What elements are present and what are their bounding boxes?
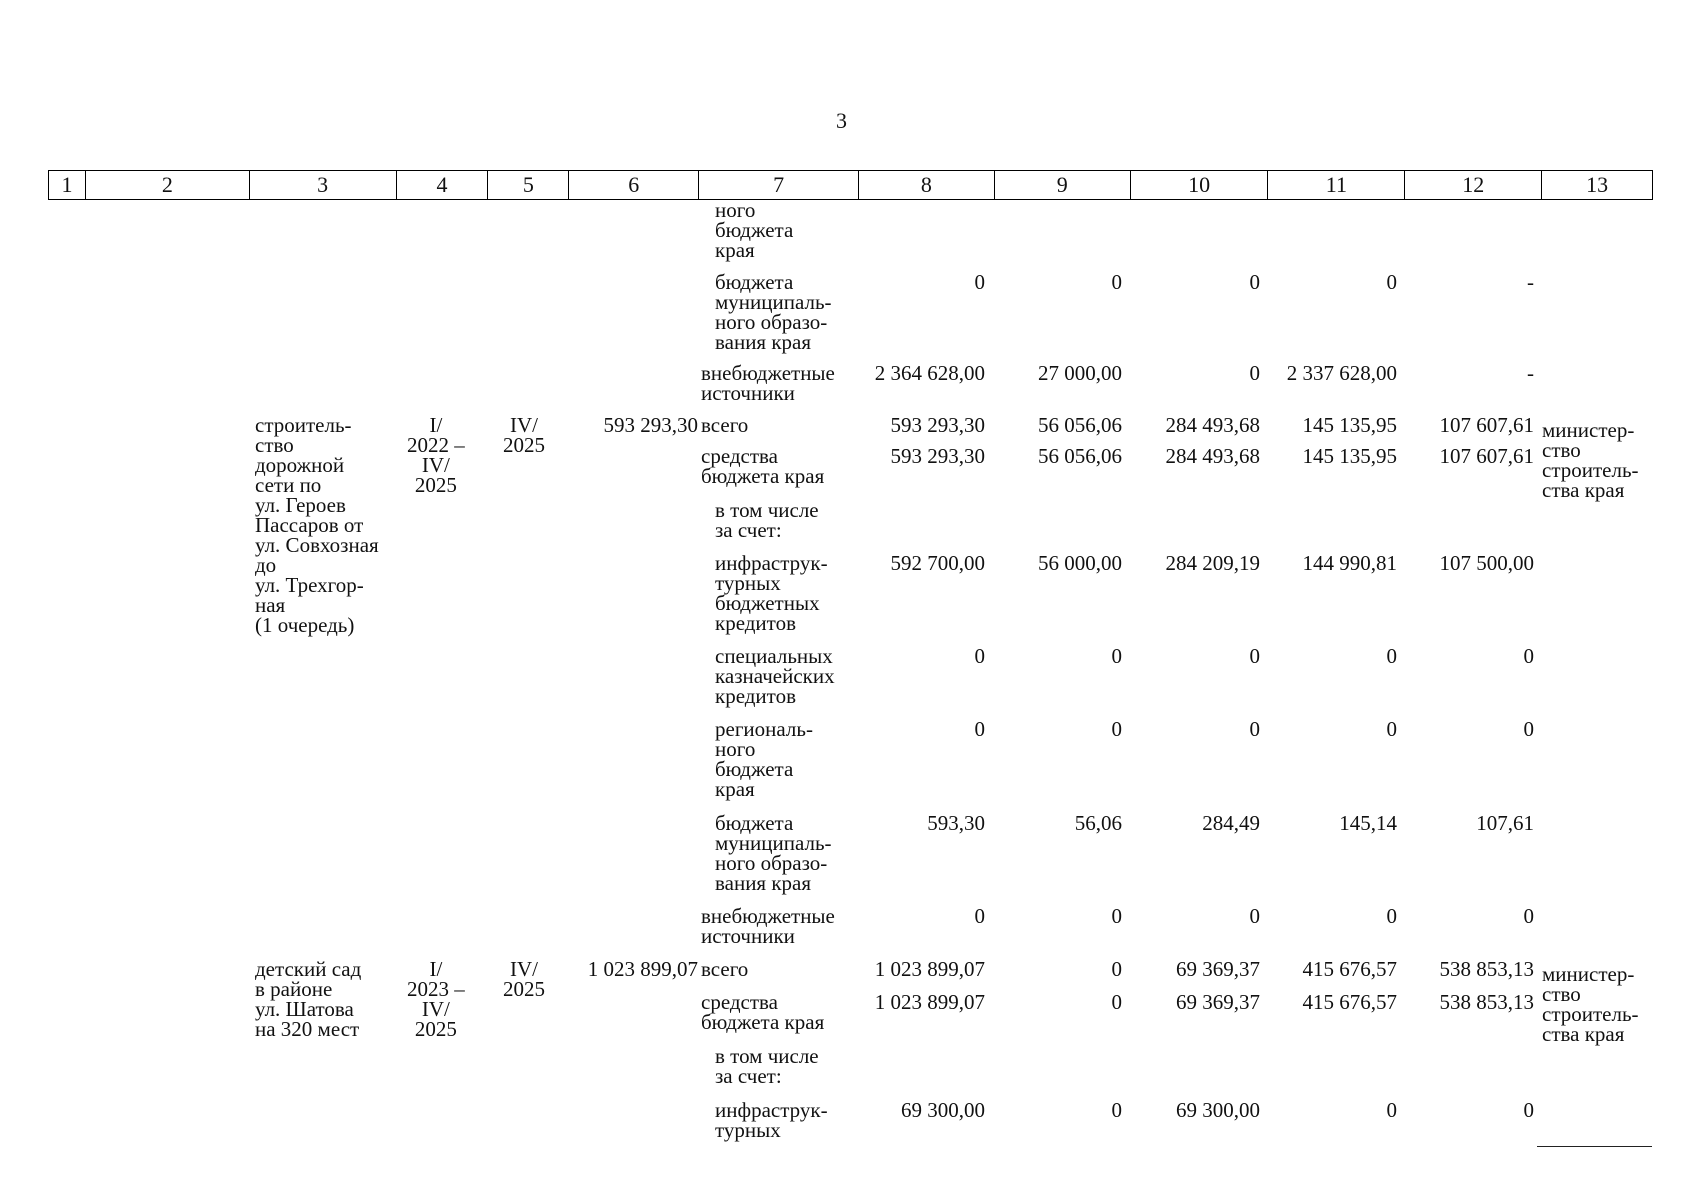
continued-source-label: ного бюджета края — [715, 198, 794, 262]
value-col-10: 284,49 — [1202, 811, 1260, 835]
header-col-12: 12 — [1405, 171, 1542, 199]
source-label-including: в том числе за счет: — [715, 1044, 819, 1088]
header-col-2: 2 — [86, 171, 250, 199]
value-col-12: 0 — [1523, 1098, 1534, 1122]
value-col-12: - — [1527, 361, 1534, 385]
source-label-total: всего — [701, 413, 749, 437]
value-col-10: 0 — [1249, 717, 1260, 741]
value-col-9: 0 — [1111, 990, 1122, 1014]
end-period: IV/ 2025 — [503, 413, 545, 457]
value-col-10: 284 493,68 — [1165, 444, 1260, 468]
page-number: 3 — [836, 108, 847, 133]
value-col-11: 0 — [1386, 717, 1397, 741]
value-col-11: 0 — [1386, 904, 1397, 928]
source-label-treasury-credits: специальных казначейских кредитов — [715, 644, 835, 708]
source-label-regional: средства бюджета края — [701, 990, 825, 1034]
value-col-10: 0 — [1249, 361, 1260, 385]
value-col-11: 145,14 — [1339, 811, 1397, 835]
header-col-9: 9 — [995, 171, 1131, 199]
value-col-12: 0 — [1523, 904, 1534, 928]
value-col-11: 145 135,95 — [1302, 413, 1397, 437]
total-cost: 1 023 899,07 — [587, 957, 698, 981]
value-col-8: 0 — [974, 904, 985, 928]
header-col-7: 7 — [699, 171, 859, 199]
value-col-9: 0 — [1111, 904, 1122, 928]
table-header-row — [48, 170, 1653, 200]
value-col-10: 284 493,68 — [1165, 413, 1260, 437]
footer-rule — [1537, 1146, 1652, 1147]
value-col-12: 107 500,00 — [1439, 551, 1534, 575]
header-col-3: 3 — [250, 171, 397, 199]
source-label-infra-credits: инфраструк- турных — [715, 1098, 828, 1142]
responsible-executor: министер- ство строитель- ства края — [1542, 418, 1639, 502]
value-col-11: 0 — [1386, 1098, 1397, 1122]
source-label-extrabudget: внебюджетные источники — [701, 361, 835, 405]
value-col-10: 0 — [1249, 270, 1260, 294]
value-col-11: 415 676,57 — [1302, 990, 1397, 1014]
header-col-1: 1 — [49, 171, 86, 199]
value-col-9: 56,06 — [1074, 811, 1122, 835]
value-col-9: 0 — [1111, 644, 1122, 668]
value-col-10: 69 369,37 — [1176, 957, 1260, 981]
source-label-regional: средства бюджета края — [701, 444, 825, 488]
value-col-8: 593 293,30 — [890, 413, 985, 437]
value-col-8: 593 293,30 — [890, 444, 985, 468]
value-col-8: 2 364 628,00 — [874, 361, 985, 385]
value-col-12: 107,61 — [1476, 811, 1534, 835]
header-col-8: 8 — [859, 171, 995, 199]
responsible-executor: министер- ство строитель- ства края — [1542, 962, 1639, 1046]
value-col-10: 0 — [1249, 644, 1260, 668]
object-name: строитель- ство дорожной сети по ул. Героев Пассаров от ул. Совхозная до ул. Трехгор- ная (1 очередь) — [255, 413, 379, 637]
total-cost: 593 293,30 — [603, 413, 698, 437]
header-col-11: 11 — [1268, 171, 1405, 199]
value-col-8: 0 — [974, 644, 985, 668]
value-col-8: 0 — [974, 270, 985, 294]
header-col-6: 6 — [569, 171, 699, 199]
value-col-8: 1 023 899,07 — [874, 990, 985, 1014]
value-col-12: 538 853,13 — [1439, 957, 1534, 981]
object-name: детский сад в районе ул. Шатова на 320 мест — [255, 957, 362, 1041]
source-label-extrabudget: внебюджетные источники — [701, 904, 835, 948]
source-label-municipal: бюджета муниципаль- ного образо- вания края — [715, 811, 832, 895]
value-col-10: 0 — [1249, 904, 1260, 928]
value-col-12: - — [1527, 270, 1534, 294]
value-col-9: 0 — [1111, 957, 1122, 981]
value-col-11: 0 — [1386, 644, 1397, 668]
value-col-10: 69 369,37 — [1176, 990, 1260, 1014]
value-col-9: 0 — [1111, 1098, 1122, 1122]
value-col-10: 284 209,19 — [1165, 551, 1260, 575]
value-col-9: 0 — [1111, 717, 1122, 741]
value-col-8: 592 700,00 — [890, 551, 985, 575]
value-col-12: 0 — [1523, 717, 1534, 741]
value-col-12: 107 607,61 — [1439, 444, 1534, 468]
start-period: I/ 2023 – IV/ 2025 — [407, 957, 465, 1041]
header-col-13: 13 — [1586, 172, 1609, 197]
value-col-9: 56 056,06 — [1038, 413, 1122, 437]
value-col-9: 56 056,06 — [1038, 444, 1122, 468]
source-label-infra-credits: инфраструк- турных бюджетных кредитов — [715, 551, 828, 635]
start-period: I/ 2022 – IV/ 2025 — [407, 413, 465, 497]
value-col-8: 593,30 — [927, 811, 985, 835]
source-label-including: в том числе за счет: — [715, 498, 819, 542]
value-col-8: 69 300,00 — [901, 1098, 985, 1122]
value-col-9: 56 000,00 — [1038, 551, 1122, 575]
value-col-12: 538 853,13 — [1439, 990, 1534, 1014]
value-col-11: 415 676,57 — [1302, 957, 1397, 981]
value-col-10: 69 300,00 — [1176, 1098, 1260, 1122]
source-label-regional-budget: региональ- ного бюджета края — [715, 717, 813, 801]
header-col-5: 5 — [488, 171, 569, 199]
header-col-4: 4 — [397, 171, 489, 199]
value-col-12: 107 607,61 — [1439, 413, 1534, 437]
value-col-9: 0 — [1111, 270, 1122, 294]
value-col-11: 0 — [1386, 270, 1397, 294]
value-col-11: 144 990,81 — [1302, 551, 1397, 575]
header-col-10: 10 — [1131, 171, 1269, 199]
source-label-total: всего — [701, 957, 749, 981]
source-label-municipal: бюджета муниципаль- ного образо- вания края — [715, 270, 832, 354]
end-period: IV/ 2025 — [503, 957, 545, 1001]
value-col-12: 0 — [1523, 644, 1534, 668]
value-col-8: 1 023 899,07 — [874, 957, 985, 981]
value-col-9: 27 000,00 — [1038, 361, 1122, 385]
value-col-8: 0 — [974, 717, 985, 741]
value-col-11: 2 337 628,00 — [1286, 361, 1397, 385]
value-col-11: 145 135,95 — [1302, 444, 1397, 468]
